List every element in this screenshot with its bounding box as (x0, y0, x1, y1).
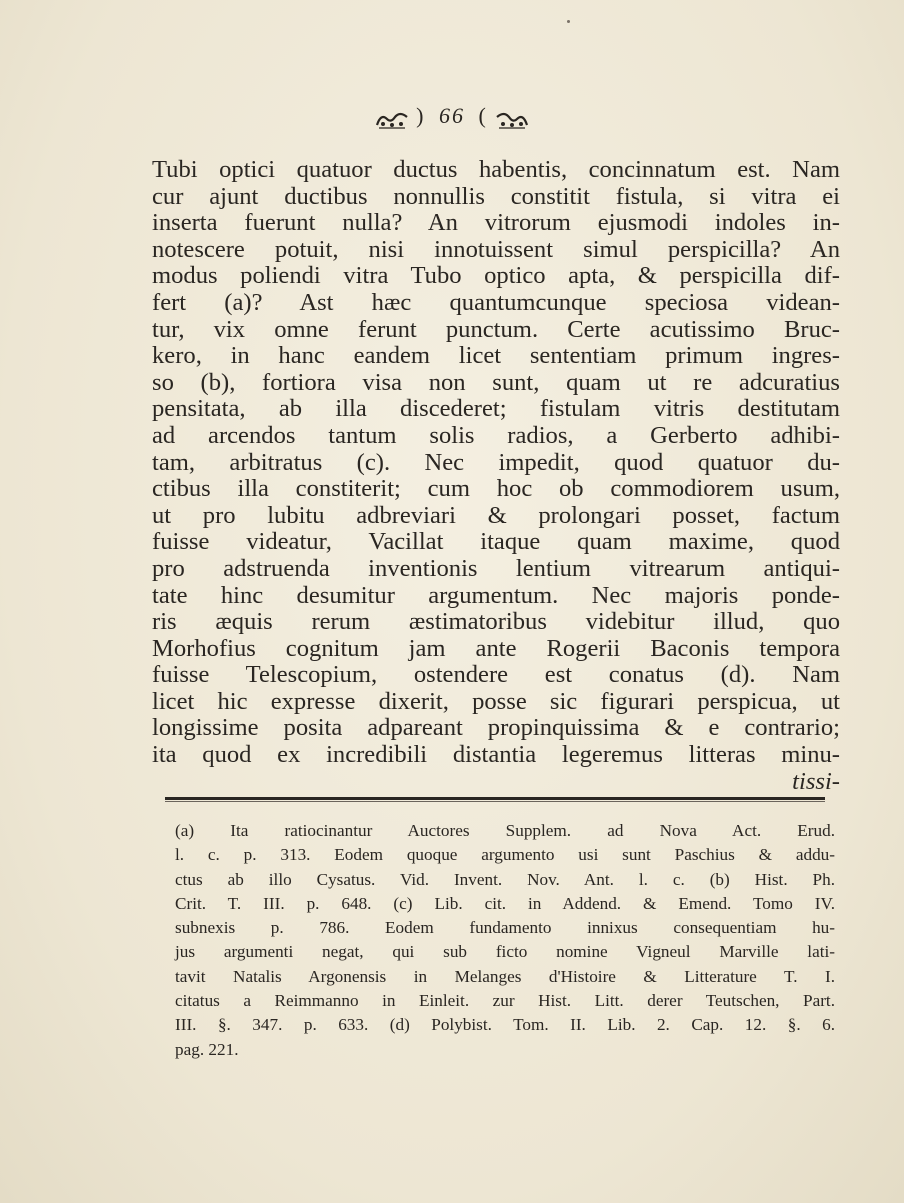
footnote-line: Crit. T. III. p. 648. (c) Lib. cit. in Addend. & Emend. Tomo IV. (175, 893, 835, 913)
text-line: tam, arbitratus (c). Nec impedit, quod quatuor du- (152, 448, 840, 476)
text-line: fuisse videatur, Vacillat itaque quam maxime, quod (152, 528, 840, 556)
footnote-line: (a) Ita ratiocinantur Auctores Supplem. ad Nova Act. Erud. (175, 821, 835, 840)
footnote-rule (165, 797, 825, 800)
text-line: ctibus illa constiterit; cum hoc ob commodiorem usum, (152, 475, 840, 503)
text-line: cur ajunt ductibus nonnullis constitit fistula, si vitra ei (152, 182, 840, 210)
right-paren: ( (478, 103, 488, 128)
footnote-line: l. c. p. 313. Eodem quoque argumento usi sunt Paschius & addu- (175, 845, 835, 865)
text-line: licet hic expresse dixerit, posse sic figurari perspicua, ut (152, 687, 840, 715)
text-line: fert (a)? Ast hæc quantumcunque speciosa videan- (152, 288, 840, 316)
right-ornament-icon (495, 109, 529, 127)
text-line: kero, in hanc eandem licet sententiam primum ingres- (152, 342, 840, 370)
text-line: notescere potuit, nisi innotuissent simul perspicilla? An (152, 235, 840, 263)
left-ornament-icon (375, 109, 409, 127)
footnotes (175, 819, 835, 1062)
footnote-line: citatus a Reimmanno in Einleit. zur Hist. Litt. derer Teutschen, Part. (175, 991, 835, 1011)
text-line: tur, vix omne ferunt punctum. Certe acutissimo Bruc- (152, 315, 840, 343)
text-line: longissime posita adpareant propinquissima & e contrario; (152, 714, 840, 742)
ink-speck (567, 20, 570, 23)
footnote-line: jus argumenti negat, qui sub ficto nomine Vigneul Marville lati- (175, 942, 835, 962)
text-line: Tubi optici quatuor ductus habentis, concinnatum est. Nam (152, 156, 840, 183)
footnote-line: subnexis p. 786. Eodem fundamento innixus consequentiam hu- (175, 918, 835, 938)
text-line: Morhofius cognitum jam ante Rogerii Baconis tempora (152, 634, 840, 662)
text-line: so (b), fortiora visa non sunt, quam ut re adcuratius (152, 368, 840, 396)
text-line: ita quod ex incredibili distantia legeremus litteras minu- (152, 741, 840, 769)
footnote-rule-thin (165, 801, 825, 802)
text-line: pensitata, ab illa discederet; fistulam vitris destitutam (152, 395, 840, 423)
text-line: tate hinc desumitur argumentum. Nec majoris ponde- (152, 581, 840, 609)
catchword: tissi- (792, 767, 840, 795)
footnote-line: III. §. 347. p. 633. (d) Polybist. Tom. II. Lib. 2. Cap. 12. §. 6. (175, 1015, 835, 1035)
text-line: ris æquis rerum æstimatoribus videbitur illud, quo (152, 608, 840, 636)
running-head (0, 103, 904, 129)
text-line: inserta fuerunt nulla? An vitrorum ejusmodi indoles in- (152, 209, 840, 237)
text-line: ad arcendos tantum solis radios, a Gerberto adhibi- (152, 421, 840, 449)
footnote-line: tavit Natalis Argonensis in Melanges d'Histoire & Litterature T. I. (175, 966, 835, 986)
left-paren: ) (416, 103, 426, 128)
page-number: 66 (439, 103, 465, 128)
text-line: pro adstruenda inventionis lentium vitrearum antiqui- (152, 554, 840, 582)
footnote-line: ctus ab illo Cysatus. Vid. Invent. Nov. Ant. l. c. (b) Hist. Ph. (175, 869, 835, 889)
main-text (152, 157, 840, 795)
text-line: modus poliendi vitra Tubo optico apta, & perspicilla dif- (152, 262, 840, 290)
text-line: ut pro lubitu adbreviari & prolongari posset, factum (152, 501, 840, 529)
footnote-line: pag. 221. (175, 1039, 239, 1059)
text-line: fuisse Telescopium, ostendere est conatus (d). Nam (152, 661, 840, 689)
